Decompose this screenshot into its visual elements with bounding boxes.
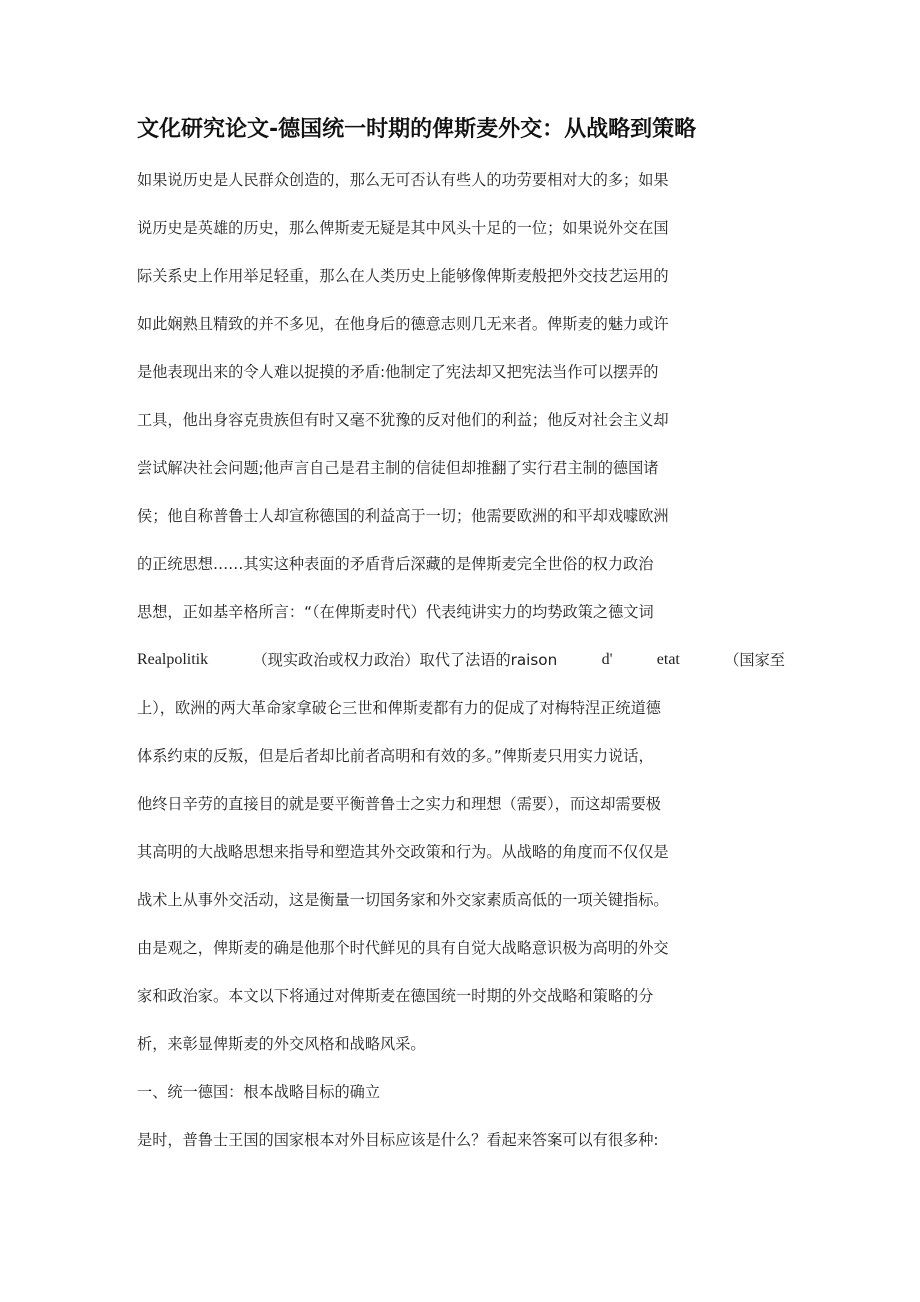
section-heading: 一、统一德国：根本战略目标的确立: [137, 1083, 380, 1101]
paragraph-line: 由是观之，俾斯麦的确是他那个时代鲜见的具有自觉大战略意识极为高明的外交: [137, 939, 669, 957]
paragraph-line: 上），欧洲的两大革命家拿破仑三世和俾斯麦都有力的促成了对梅特涅正统道德: [137, 699, 661, 717]
paragraph-line: 的正统思想……其实这种表面的矛盾背后深藏的是俾斯麦完全世俗的权力政治: [137, 555, 654, 573]
justified-paragraph-line: [137, 648, 785, 672]
paragraph-fragment: （国家至: [724, 651, 785, 669]
term-realpolitik: Realpolitik: [137, 651, 209, 668]
paragraph-line: 是他表现出来的令人难以捉摸的矛盾:他制定了宪法却又把宪法当作可以摆弄的: [137, 363, 659, 381]
paragraph-line: 思想，正如基辛格所言：“（在俾斯麦时代）代表纯讲实力的均势政策之德文词: [137, 603, 654, 621]
paragraph-line: 战术上从事外交活动，这是衡量一切国务家和外交家素质高低的一项关键指标。: [137, 891, 669, 909]
paragraph-line: 侯；他自称普鲁士人却宣称德国的利益高于一切；他需要欧洲的和平却戏噱欧洲: [137, 507, 669, 525]
paragraph-line: 如此娴熟且精致的并不多见，在他身后的德意志则几无来者。俾斯麦的魅力或许: [137, 315, 669, 333]
paragraph-line: 家和政治家。本文以下将通过对俾斯麦在德国统一时期的外交战略和策略的分: [137, 987, 654, 1005]
paragraph-line: 尝试解决社会问题;他声言自己是君主制的信徒但却推翻了实行君主制的德国诸: [137, 459, 659, 477]
paragraph-fragment: etat: [656, 651, 680, 668]
paragraph-line: 是时，普鲁士王国的国家根本对外目标应该是什么？看起来答案可以有很多种:: [137, 1131, 659, 1149]
paragraph-line: 他终日辛劳的直接目的就是要平衡普鲁士之实力和理想（需要），而这却需要极: [137, 795, 661, 813]
paragraph-line: 工具，他出身容克贵族但有时又毫不犹豫的反对他们的利益；他反对社会主义却: [137, 411, 669, 429]
paragraph-line: 如果说历史是人民群众创造的，那么无可否认有些人的功劳要相对大的多；如果: [137, 171, 669, 189]
paragraph-line: 其高明的大战略思想来指导和塑造其外交政策和行为。从战略的角度而不仅仅是: [137, 843, 669, 861]
paragraph-fragment: （现实政治或权力政治）取代了法语的raison: [252, 651, 558, 669]
paragraph-line: 说历史是英雄的历史，那么俾斯麦无疑是其中风头十足的一位；如果说外交在国: [137, 219, 669, 237]
paragraph-line: 析，来彰显俾斯麦的外交风格和战略风采。: [137, 1035, 426, 1053]
document-title: 文化研究论文-德国统一时期的俾斯麦外交：从战略到策略: [137, 117, 697, 142]
paragraph-line: 体系约束的反叛，但是后者却比前者高明和有效的多。”俾斯麦只用实力说话，: [137, 747, 654, 765]
paragraph-line: 际关系史上作用举足轻重，那么在人类历史上能够像俾斯麦般把外交技艺运用的: [137, 267, 669, 285]
paragraph-fragment: d': [601, 651, 613, 668]
